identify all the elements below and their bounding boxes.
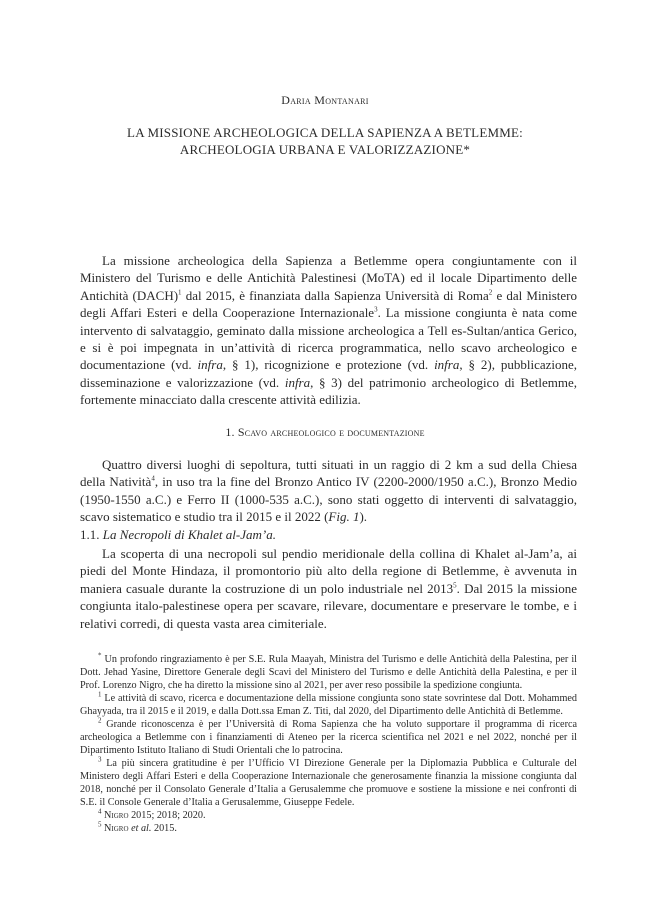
footnote-5-etal: et al. [131, 823, 152, 834]
subsection-heading-1-1 [80, 527, 276, 543]
footnote-2-text: Grande riconoscenza è per l’Università di Roma Sapienza che ha voluto supportare il programma di ricerca archeologica a Betlemme con i finanziamenti di Ateneo per la ricerca scientifica nel 2021 e nel 2022, nonché per il Dipartimento Istituto Italiano di Studi Orientali che lo patrocina. [80, 719, 578, 756]
title-line-1: LA MISSIONE ARCHEOLOGICA DELLA SAPIENZA A BETLEMME: [127, 125, 523, 140]
intro-text-2: dal 2015, è finanziata dalla Sapienza Università di Roma [181, 287, 489, 303]
subsection-text-1: La scoperta di una necropoli sul pendio meridionale della collina di Khalet al-Jam’a, ai piedi del Monte Hindaza, il promontorio più alto della regione di Betlemme, è avvenuta in maniera casuale durante la costruzione di un polo industriale nel 2013 [80, 546, 577, 596]
infra-ref-1: infra [197, 357, 223, 373]
footnote-ref-3[interactable]: 3 [374, 305, 378, 314]
footnote-4-text: 2015; 2018; 2020. [128, 810, 206, 821]
footnote-mark-4: 4 [98, 807, 102, 816]
footnote-3-text: La più sincera gratitudine è per l’Ufficio VI Direzione Generale per la Diplomazia Pubblica e Culturale del Ministero degli Affari Esteri e della Cooperazione Internazionale che generosamente finanzia la missione congiunta dal 2018, nonché per il Consolato Generale d’Italia a Gerusalemme che promuove e sostiene la missione e nei confronti di S.E. il Console Generale d’Italia a Gerusalemme, Giuseppe Fedele. [80, 758, 577, 808]
footnote-5 [80, 822, 577, 835]
section-1-text-2: , in uso tra la fine del Bronzo Antico IV (2200-2000/1950 a.C.), Bronzo Medio (1950-1550 a.C.) e Ferro II (1000-535 a.C.), sono stati oggetto di interventi di salvataggio, scavo sistematico e studio tra il 2015 e il 2022 ( [80, 474, 577, 525]
footnote-3 [80, 757, 577, 809]
figure-ref[interactable]: Fig. 1 [328, 509, 360, 525]
footnote-mark-3: 3 [98, 755, 102, 764]
footnote-ref-4[interactable]: 4 [151, 475, 155, 484]
section-1-text-1: Quattro diversi luoghi di sepoltura, tutti situati in un raggio di 2 km a sud della Chiesa della Natività [80, 457, 577, 490]
intro-text-6: , § 2), pubblicazione, disseminazione e valorizzazione (vd. [80, 357, 578, 390]
footnote-ref-1[interactable]: 1 [178, 288, 182, 297]
footnote-star [80, 653, 577, 692]
footnote-star-text: Un profondo ringraziamento è per S.E. Rula Maayah, Ministra del Turismo e delle Antichità della Palestina, per il Dott. Jehad Yasine, Direttore Generale degli Scavi del Ministero del Turismo e delle Antichità della Palestina, e per il Prof. Lorenzo Nigro, che ha diretto la missione sino al 2021, per aver reso possibile la spedizione congiunta. [80, 654, 577, 691]
article-title [60, 124, 590, 158]
subsection-number: 1.1. [80, 527, 103, 542]
footnote-mark-2: 2 [98, 716, 102, 725]
footnote-ref-5[interactable]: 5 [453, 581, 457, 590]
footnote-mark-1: 1 [98, 690, 102, 699]
intro-text-7: , § 3) del patrimonio archeologico di Betlemme, fortemente minacciato dalla crescente attività edilizia. [80, 374, 577, 408]
infra-ref-3: infra [284, 374, 311, 390]
footnote-4 [80, 809, 577, 822]
intro-paragraph [80, 252, 577, 409]
footnote-1-text: Le attività di scavo, ricerca e documentazione della missione congiunta sono state sovrintese dal Dott. Mohammed Ghayyada, tra il 2015 e il 2019, e dalla Dott.ssa Eman Z. Titi, dal 2020, del Dipartimento delle Antichità di Betlemme. [80, 693, 578, 717]
subsection-text-2: . Dal 2015 la missione congiunta italo-palestinese opera per scavare, rilevare, documentare e preservare le tombe, e i relativi corredi, di questa vasta area cimiteriale. [80, 580, 577, 631]
subsection-1-1-paragraph [80, 545, 577, 632]
subsection-title: La Necropoli di Khalet al-Jam’a. [102, 527, 276, 542]
section-1-paragraph [80, 456, 577, 526]
footnote-ref-2[interactable]: 2 [488, 288, 493, 297]
intro-text-3: e dal Ministero degli Affari Esteri e della Cooperazione Internazionale [80, 287, 577, 321]
footnote-5-author: Nigro [104, 823, 129, 834]
footnote-4-author: Nigro [104, 810, 129, 821]
footnote-5-text: 2015. [151, 823, 177, 834]
intro-text-5: , § 1), ricognizione e protezione (vd. [222, 357, 435, 373]
infra-ref-2: infra [434, 357, 460, 373]
section-heading-1: 1. Scavo archeologico e documentazione [225, 425, 425, 439]
author-name: Daria Montanari [281, 93, 369, 107]
footnote-1 [80, 692, 577, 718]
footnote-2 [80, 718, 577, 757]
intro-text-4: . La missione congiunta è nata come intervento di salvataggio, geminato dalla missione archeologica a Tell es-Sultan/antica Gerico, e si è poi impegnata in un’attività di ricerca programmatica, nello scavo archeologico e documentazione (vd. [80, 305, 577, 373]
footnotes [80, 653, 577, 835]
section-1-text-3: ). [359, 509, 368, 525]
title-line-2: ARCHEOLOGIA URBANA E VALORIZZAZIONE* [179, 142, 471, 157]
intro-text-1: La missione archeologica della Sapienza a Betlemme opera congiuntamente con il Ministero del Turismo e delle Antichità Palestinesi (MoTA) ed il locale Dipartimento delle Antichità (DACH) [80, 253, 577, 303]
footnote-mark-5: 5 [98, 820, 102, 829]
footnote-mark-star: * [98, 651, 102, 660]
